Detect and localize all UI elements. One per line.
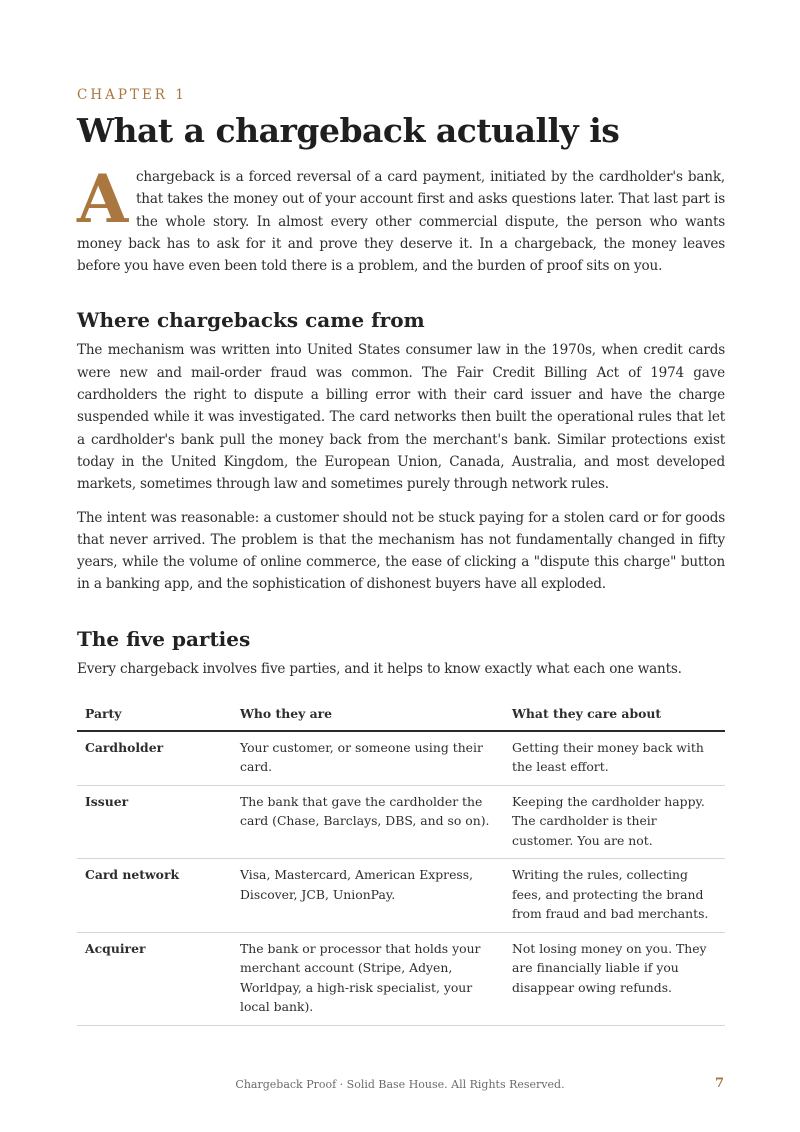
table-header-row bbox=[77, 700, 725, 731]
care-cell: Not losing money on you. They are financially liable if you disappear owing refunds. bbox=[504, 932, 725, 1025]
care-cell: Writing the rules, collecting fees, and protecting the brand from fraud and bad merchants. bbox=[504, 859, 725, 933]
table-row bbox=[77, 731, 725, 786]
page-footer: Chargeback Proof · Solid Base House. All Rights Reserved. bbox=[235, 1078, 565, 1091]
party-name-cell: Card network bbox=[77, 859, 232, 933]
page-number: 7 bbox=[714, 1076, 724, 1091]
column-header-party: Party bbox=[77, 700, 232, 731]
page-content bbox=[77, 86, 725, 1026]
party-name-cell: Cardholder bbox=[77, 731, 232, 786]
table-row bbox=[77, 785, 725, 859]
parties-intro-paragraph: Every chargeback involves five parties, and it helps to know exactly what each one wants. bbox=[77, 660, 682, 677]
intro-text: chargeback is a forced reversal of a card payment, initiated by the cardholder's bank, that takes the money out of your account first and asks questions later. That last part is the whole story. In almost every other commercial dispute, the person who wants money back has to ask for it and prove they deserve it. In a chargeback, the money leaves before you have even been told there is a problem, and the burden of proof sits on you. bbox=[77, 169, 725, 275]
table-row bbox=[77, 932, 725, 1025]
party-name-cell: Acquirer bbox=[77, 932, 232, 1025]
column-header-who: Who they are bbox=[232, 700, 504, 731]
who-cell: The bank or processor that holds your merchant account (Stripe, Adyen, Worldpay, a high-risk specialist, your local bank). bbox=[232, 932, 504, 1025]
care-cell: Getting their money back with the least effort. bbox=[504, 731, 725, 786]
column-header-care: What they care about bbox=[504, 700, 725, 731]
chapter-title: What a chargeback actually is bbox=[77, 111, 620, 150]
section-heading-origins: Where chargebacks came from bbox=[77, 308, 425, 333]
who-cell: Visa, Mastercard, American Express, Discover, JCB, UnionPay. bbox=[232, 859, 504, 933]
who-cell: The bank that gave the cardholder the card (Chase, Barclays, DBS, and so on). bbox=[232, 785, 504, 859]
parties-table bbox=[77, 700, 725, 1026]
origins-paragraph-1: The mechanism was written into United States consumer law in the 1970s, when credit cards were new and mail-order fraud was common. The Fair Credit Billing Act of 1974 gave cardholders the right to dispute a billing error with their card issuer and have the charge suspended while it was investigated. The card networks then built the operational rules that let a cardholder's bank pull the money back from the merchant's bank. Similar protections exist today in the United Kingdom, the European Union, Canada, Australia, and most developed markets, sometimes through law and sometimes purely through network rules. bbox=[77, 342, 725, 493]
party-name-cell: Issuer bbox=[77, 785, 232, 859]
care-cell: Keeping the cardholder happy. The cardholder is their customer. You are not. bbox=[504, 785, 725, 859]
who-cell: Your customer, or someone using their card. bbox=[232, 731, 504, 786]
section-heading-parties: The five parties bbox=[77, 626, 251, 651]
chapter-label: CHAPTER 1 bbox=[77, 87, 187, 103]
table-row bbox=[77, 859, 725, 933]
origins-paragraph-2: The intent was reasonable: a customer should not be stuck paying for a stolen card or for goods that never arrived. The problem is that the mechanism has not fundamentally changed in fifty years, while the volume of online commerce, the ease of clicking a "dispute this charge" button in a banking app, and the sophistication of dishonest buyers have all exploded. bbox=[77, 509, 725, 593]
intro-paragraph bbox=[77, 160, 725, 277]
drop-cap: A bbox=[77, 160, 129, 238]
